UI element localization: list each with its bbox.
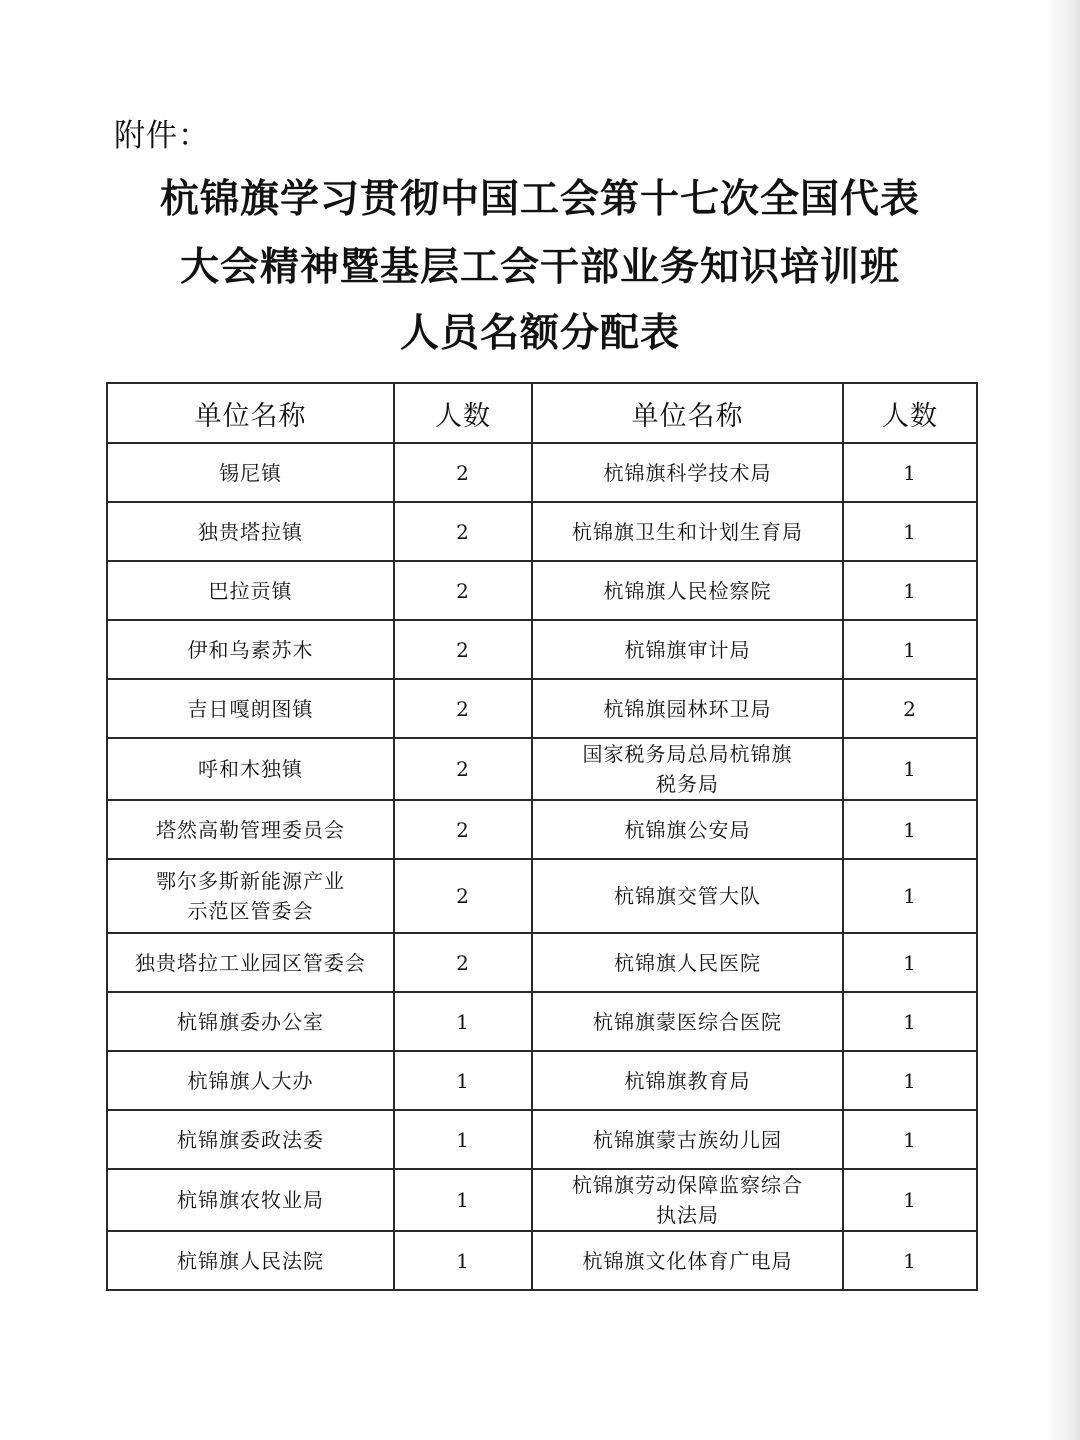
table-row	[107, 443, 977, 502]
count-right: 1	[843, 1169, 977, 1231]
unit-name-left: 巴拉贡镇	[107, 561, 394, 620]
count-left: 1	[394, 992, 532, 1051]
unit-name-right: 杭锦旗人民医院	[532, 933, 843, 992]
unit-name-left: 杭锦旗农牧业局	[107, 1169, 394, 1231]
scan-edge-shadow	[1046, 0, 1080, 1440]
document-title-line-1: 杭锦旗学习贯彻中国工会第十七次全国代表	[159, 177, 920, 222]
unit-name-left: 杭锦旗人大办	[107, 1051, 394, 1110]
unit-name-left: 独贵塔拉工业园区管委会	[107, 933, 394, 992]
count-right: 1	[843, 1231, 977, 1290]
unit-name-left: 呼和木独镇	[107, 738, 394, 800]
count-right: 1	[843, 561, 977, 620]
count-right: 1	[843, 992, 977, 1051]
count-left: 2	[394, 859, 532, 933]
header-count-left: 人数	[394, 383, 532, 443]
unit-name-right: 杭锦旗交管大队	[532, 859, 843, 933]
count-left: 1	[394, 1110, 532, 1169]
count-left: 2	[394, 620, 532, 679]
table-header-row	[107, 383, 977, 443]
unit-name-left: 杭锦旗人民法院	[107, 1231, 394, 1290]
unit-name-right: 杭锦旗园林环卫局	[532, 679, 843, 738]
count-left: 1	[394, 1231, 532, 1290]
unit-name-left: 吉日嘎朗图镇	[107, 679, 394, 738]
table-row	[107, 859, 977, 933]
table-row	[107, 1231, 977, 1290]
count-left: 2	[394, 933, 532, 992]
table-row	[107, 992, 977, 1051]
count-right: 1	[843, 859, 977, 933]
count-left: 1	[394, 1051, 532, 1110]
unit-name-left: 塔然高勒管理委员会	[107, 800, 394, 859]
table-row	[107, 933, 977, 992]
document-title-line-2: 大会精神暨基层工会干部业务知识培训班	[179, 245, 900, 290]
count-right: 1	[843, 620, 977, 679]
attachment-label: 附件：	[114, 118, 210, 154]
count-right: 1	[843, 933, 977, 992]
count-right: 1	[843, 800, 977, 859]
header-count-right: 人数	[843, 383, 977, 443]
table-row	[107, 800, 977, 859]
unit-name-right: 杭锦旗劳动保障监察综合执法局	[532, 1169, 843, 1231]
unit-name-right: 杭锦旗蒙古族幼儿园	[532, 1110, 843, 1169]
count-left: 2	[394, 443, 532, 502]
table-row	[107, 502, 977, 561]
table-row	[107, 1051, 977, 1110]
table-row	[107, 620, 977, 679]
count-right: 1	[843, 502, 977, 561]
unit-name-right: 杭锦旗教育局	[532, 1051, 843, 1110]
unit-name-left: 杭锦旗委办公室	[107, 992, 394, 1051]
unit-name-right: 杭锦旗审计局	[532, 620, 843, 679]
count-left: 1	[394, 1169, 532, 1231]
header-unit-name-right: 单位名称	[532, 383, 843, 443]
table-row	[107, 561, 977, 620]
count-left: 2	[394, 679, 532, 738]
table-row	[107, 1110, 977, 1169]
unit-name-right: 杭锦旗文化体育广电局	[532, 1231, 843, 1290]
unit-name-left: 伊和乌素苏木	[107, 620, 394, 679]
count-right: 1	[843, 1051, 977, 1110]
count-right: 1	[843, 738, 977, 800]
unit-name-right: 杭锦旗人民检察院	[532, 561, 843, 620]
unit-name-left: 鄂尔多斯新能源产业示范区管委会	[107, 859, 394, 933]
count-left: 2	[394, 561, 532, 620]
unit-name-right: 国家税务局总局杭锦旗税务局	[532, 738, 843, 800]
unit-name-left: 杭锦旗委政法委	[107, 1110, 394, 1169]
quota-allocation-table	[106, 382, 978, 1291]
unit-name-right: 杭锦旗科学技术局	[532, 443, 843, 502]
count-left: 2	[394, 800, 532, 859]
count-left: 2	[394, 738, 532, 800]
table-row	[107, 679, 977, 738]
unit-name-right: 杭锦旗卫生和计划生育局	[532, 502, 843, 561]
count-left: 2	[394, 502, 532, 561]
count-right: 2	[843, 679, 977, 738]
unit-name-right: 杭锦旗蒙医综合医院	[532, 992, 843, 1051]
unit-name-left: 独贵塔拉镇	[107, 502, 394, 561]
count-right: 1	[843, 1110, 977, 1169]
table-row	[107, 1169, 977, 1231]
unit-name-right: 杭锦旗公安局	[532, 800, 843, 859]
header-unit-name-left: 单位名称	[107, 383, 394, 443]
count-right: 1	[843, 443, 977, 502]
document-title-line-3: 人员名额分配表	[399, 311, 680, 356]
unit-name-left: 锡尼镇	[107, 443, 394, 502]
table-row	[107, 738, 977, 800]
